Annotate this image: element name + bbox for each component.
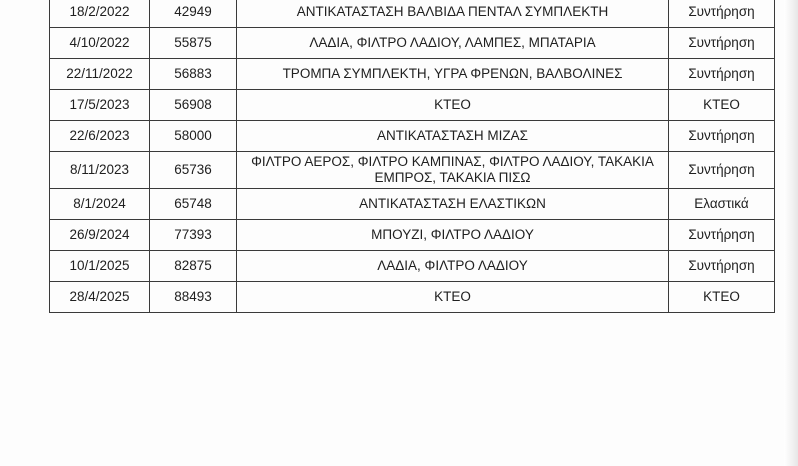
- type-cell: Συντήρηση: [669, 28, 775, 59]
- km-cell: 82875: [150, 251, 237, 282]
- km-cell: 55875: [150, 28, 237, 59]
- date-cell: 18/2/2022: [50, 0, 150, 28]
- km-cell: 88493: [150, 282, 237, 313]
- km-cell: 42949: [150, 0, 237, 28]
- date-cell: 10/1/2025: [50, 251, 150, 282]
- date-cell: 4/10/2022: [50, 28, 150, 59]
- type-cell: ΚΤΕΟ: [669, 90, 775, 121]
- km-cell: 77393: [150, 220, 237, 251]
- service-history-table: [49, 0, 775, 313]
- description-cell: ΚΤΕΟ: [237, 282, 669, 313]
- type-cell: Συντήρηση: [669, 220, 775, 251]
- table-row: [50, 28, 775, 59]
- date-cell: 22/6/2023: [50, 121, 150, 152]
- table-row: [50, 152, 775, 189]
- table-row: [50, 251, 775, 282]
- type-cell: Συντήρηση: [669, 121, 775, 152]
- table-body: [50, 0, 775, 313]
- date-cell: 8/1/2024: [50, 189, 150, 220]
- description-cell: ΦΙΛΤΡΟ ΑΕΡΟΣ, ΦΙΛΤΡΟ ΚΑΜΠΙΝΑΣ, ΦΙΛΤΡΟ ΛΑΔΙΟΥ, ΤΑΚΑΚΙΑ ΕΜΠΡΟΣ, ΤΑΚΑΚΙΑ ΠΙΣΩ: [237, 152, 669, 189]
- description-cell: ΤΡΟΜΠΑ ΣΥΜΠΛΕΚΤΗ, ΥΓΡΑ ΦΡΕΝΩΝ, ΒΑΛΒΟΛΙΝΕΣ: [237, 59, 669, 90]
- km-cell: 58000: [150, 121, 237, 152]
- date-cell: 28/4/2025: [50, 282, 150, 313]
- description-cell: ΚΤΕΟ: [237, 90, 669, 121]
- km-cell: 56883: [150, 59, 237, 90]
- type-cell: Συντήρηση: [669, 0, 775, 28]
- table-row: [50, 282, 775, 313]
- date-cell: 8/11/2023: [50, 152, 150, 189]
- date-cell: 26/9/2024: [50, 220, 150, 251]
- scan-shadow-edge: [784, 0, 798, 466]
- type-cell: Ελαστικά: [669, 189, 775, 220]
- table-row: [50, 121, 775, 152]
- description-cell: ΛΑΔΙΑ, ΦΙΛΤΡΟ ΛΑΔΙΟΥ: [237, 251, 669, 282]
- description-cell: ΑΝΤΙΚΑΤΑΣΤΑΣΗ ΜΙΖΑΣ: [237, 121, 669, 152]
- table-row: [50, 90, 775, 121]
- description-cell: ΜΠΟΥΖΙ, ΦΙΛΤΡΟ ΛΑΔΙΟΥ: [237, 220, 669, 251]
- table-row: [50, 59, 775, 90]
- type-cell: Συντήρηση: [669, 152, 775, 189]
- type-cell: Συντήρηση: [669, 251, 775, 282]
- table-row: [50, 0, 775, 28]
- description-cell: ΑΝΤΙΚΑΤΑΣΤΑΣΗ ΒΑΛΒΙΔΑ ΠΕΝΤΑΛ ΣΥΜΠΛΕΚΤΗ: [237, 0, 669, 28]
- date-cell: 22/11/2022: [50, 59, 150, 90]
- description-cell: ΑΝΤΙΚΑΤΑΣΤΑΣΗ ΕΛΑΣΤΙΚΩΝ: [237, 189, 669, 220]
- km-cell: 65736: [150, 152, 237, 189]
- date-cell: 17/5/2023: [50, 90, 150, 121]
- table-row: [50, 220, 775, 251]
- type-cell: Συντήρηση: [669, 59, 775, 90]
- description-cell: ΛΑΔΙΑ, ΦΙΛΤΡΟ ΛΑΔΙΟΥ, ΛΑΜΠΕΣ, ΜΠΑΤΑΡΙΑ: [237, 28, 669, 59]
- type-cell: ΚΤΕΟ: [669, 282, 775, 313]
- km-cell: 65748: [150, 189, 237, 220]
- km-cell: 56908: [150, 90, 237, 121]
- table-row: [50, 189, 775, 220]
